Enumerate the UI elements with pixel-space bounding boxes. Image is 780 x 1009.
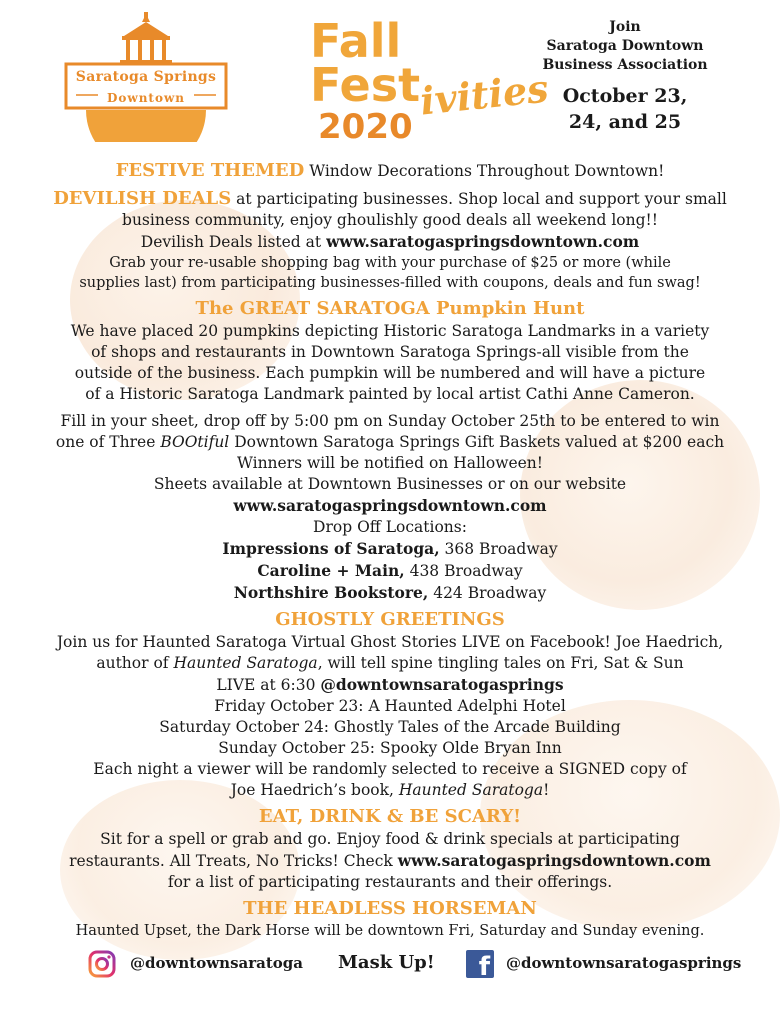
dropoff-location: Caroline + Main, 438 Broadway [257, 561, 523, 580]
eat-drink-heading: EAT, DRINK & BE SCARY! [258, 806, 522, 827]
facebook-handle-link[interactable]: @downtownsaratogasprings [320, 675, 564, 694]
dropoff-location: Impressions of Saratoga, 368 Broadway [222, 539, 558, 558]
instagram-icon[interactable] [88, 950, 116, 978]
join-text: Join Saratoga Downtown Business Association [542, 19, 708, 73]
logo-text-city: Saratoga Springs [75, 69, 217, 85]
flyer-header [0, 0, 780, 155]
facebook-icon[interactable]: f [466, 950, 494, 978]
join-association-block [525, 18, 725, 135]
flyer-content: FESTIVE THEMED Window Decorations Throughout Downtown! DEVILISH DEALS at participating businesses. Shop local and support your small business community, enjoy ghoulishly good deals all weekend long!! Devilish Deals listed at www.saratogaspringsdowntown.com Grab your re-usable shopping bag with your purchase of $25 or more (while supplies last) from participating businesses-filled with coupons, deals and fun swag! The GREAT SARATOGA Pumpkin Hunt We have placed 20 pumpkins depicting Historic Saratoga Landmarks in a variety of shops and restaurants in Downtown Saratoga Springs-all visible from the outside of the business. Each pumpkin will be numbered and will have a picture of a Historic Saratoga Landmark painted by local artist Cathi Anne Cameron. Fill in your sheet, drop off by 5:00 pm on Sunday October 25th to be entered to win one of Three BOOtiful Downtown Saratoga Springs Gift Baskets valued at $200 each Winners will be notified on Halloween! Sheets available at Downtown Businesses or on our website www.saratogaspringsdowntown.com Drop Off Locations: Impressions of Saratoga, 368 Broadway Caroline + Main, 438 Broadway Northshire Bookstore, 424 Broadway GHOSTLY GREETINGS Join us for Haunted Saratoga Virtual Ghost Stories LIVE on Facebook! Joe Haedrich, author of Haunted Saratoga, will tell spine tingling tales on Fri, Sat & Sun LIVE at 6:30 @downtownsaratogasprings Friday October 23: A Haunted Adelphi Hotel Saturday October 24: Ghostly Tales of the Arcade Building Sunday October 25: Spooky Olde Bryan Inn Each night a viewer will be randomly selected to receive a SIGNED copy of Joe Haedrich’s book, Haunted Saratoga! EAT, DRINK & BE SCARY! Sit for a spell or grab and go. Enjoy food & drink specials at participating restaurants. All Treats, No Tricks! Check www.saratogaspringsdowntown.com for a list of participating restaurants and their offerings. THE HEADLESS HORSEMAN Haunted Upset, the Dark Horse will be downtown Fri, Saturday and Sunday evening. [20, 160, 760, 941]
event-dates: October 23, 24, and 25 [562, 85, 688, 133]
dropoff-location: Northshire Bookstore, 424 Broadway [233, 583, 547, 602]
title-ivities: ivities [418, 65, 551, 124]
story-date: Saturday October 24: Ghostly Tales of the Arcade Building [159, 718, 621, 736]
story-date: Friday October 23: A Haunted Adelphi Hotel [214, 697, 566, 715]
story-date: Sunday October 25: Spooky Olde Bryan Inn [218, 739, 562, 757]
title-year: 2020 [318, 107, 413, 147]
bag-line-2: supplies last) from participating businesses-filled with coupons, deals and fun swag! [79, 275, 701, 291]
instagram-handle[interactable]: @downtownsaratoga [130, 954, 303, 972]
website-link[interactable]: www.saratogaspringsdowntown.com [326, 232, 640, 251]
title-fall: Fall [310, 14, 402, 68]
mask-up-text: Mask Up! [338, 952, 435, 973]
logo-text-downtown: Downtown [106, 91, 186, 105]
facebook-handle[interactable]: @downtownsaratogasprings [506, 954, 742, 972]
deals-line-2: business community, enjoy ghoulishly good deals all weekend long!! [122, 211, 658, 229]
bag-line-1: Grab your re-usable shopping bag with your purchase of $25 or more (while [109, 255, 671, 271]
social-footer [0, 944, 780, 984]
website-link[interactable]: www.saratogaspringsdowntown.com [397, 851, 711, 870]
festive-line: FESTIVE THEMED Window Decorations Throughout Downtown! [115, 160, 665, 181]
title-fest: Fest [310, 58, 421, 112]
deals-line-1: DEVILISH DEALS at participating businesses. Shop local and support your small [53, 188, 727, 209]
website-link[interactable]: www.saratogaspringsdowntown.com [233, 496, 547, 515]
festival-title [300, 14, 551, 148]
pumpkin-hunt-heading: The GREAT SARATOGA Pumpkin Hunt [195, 298, 585, 319]
saratoga-downtown-logo [62, 12, 230, 142]
deals-listed: Devilish Deals listed at www.saratogaspringsdowntown.com [140, 232, 640, 251]
ghostly-greetings-heading: GHOSTLY GREETINGS [275, 609, 505, 630]
headless-horseman-heading: THE HEADLESS HORSEMAN [243, 898, 537, 919]
